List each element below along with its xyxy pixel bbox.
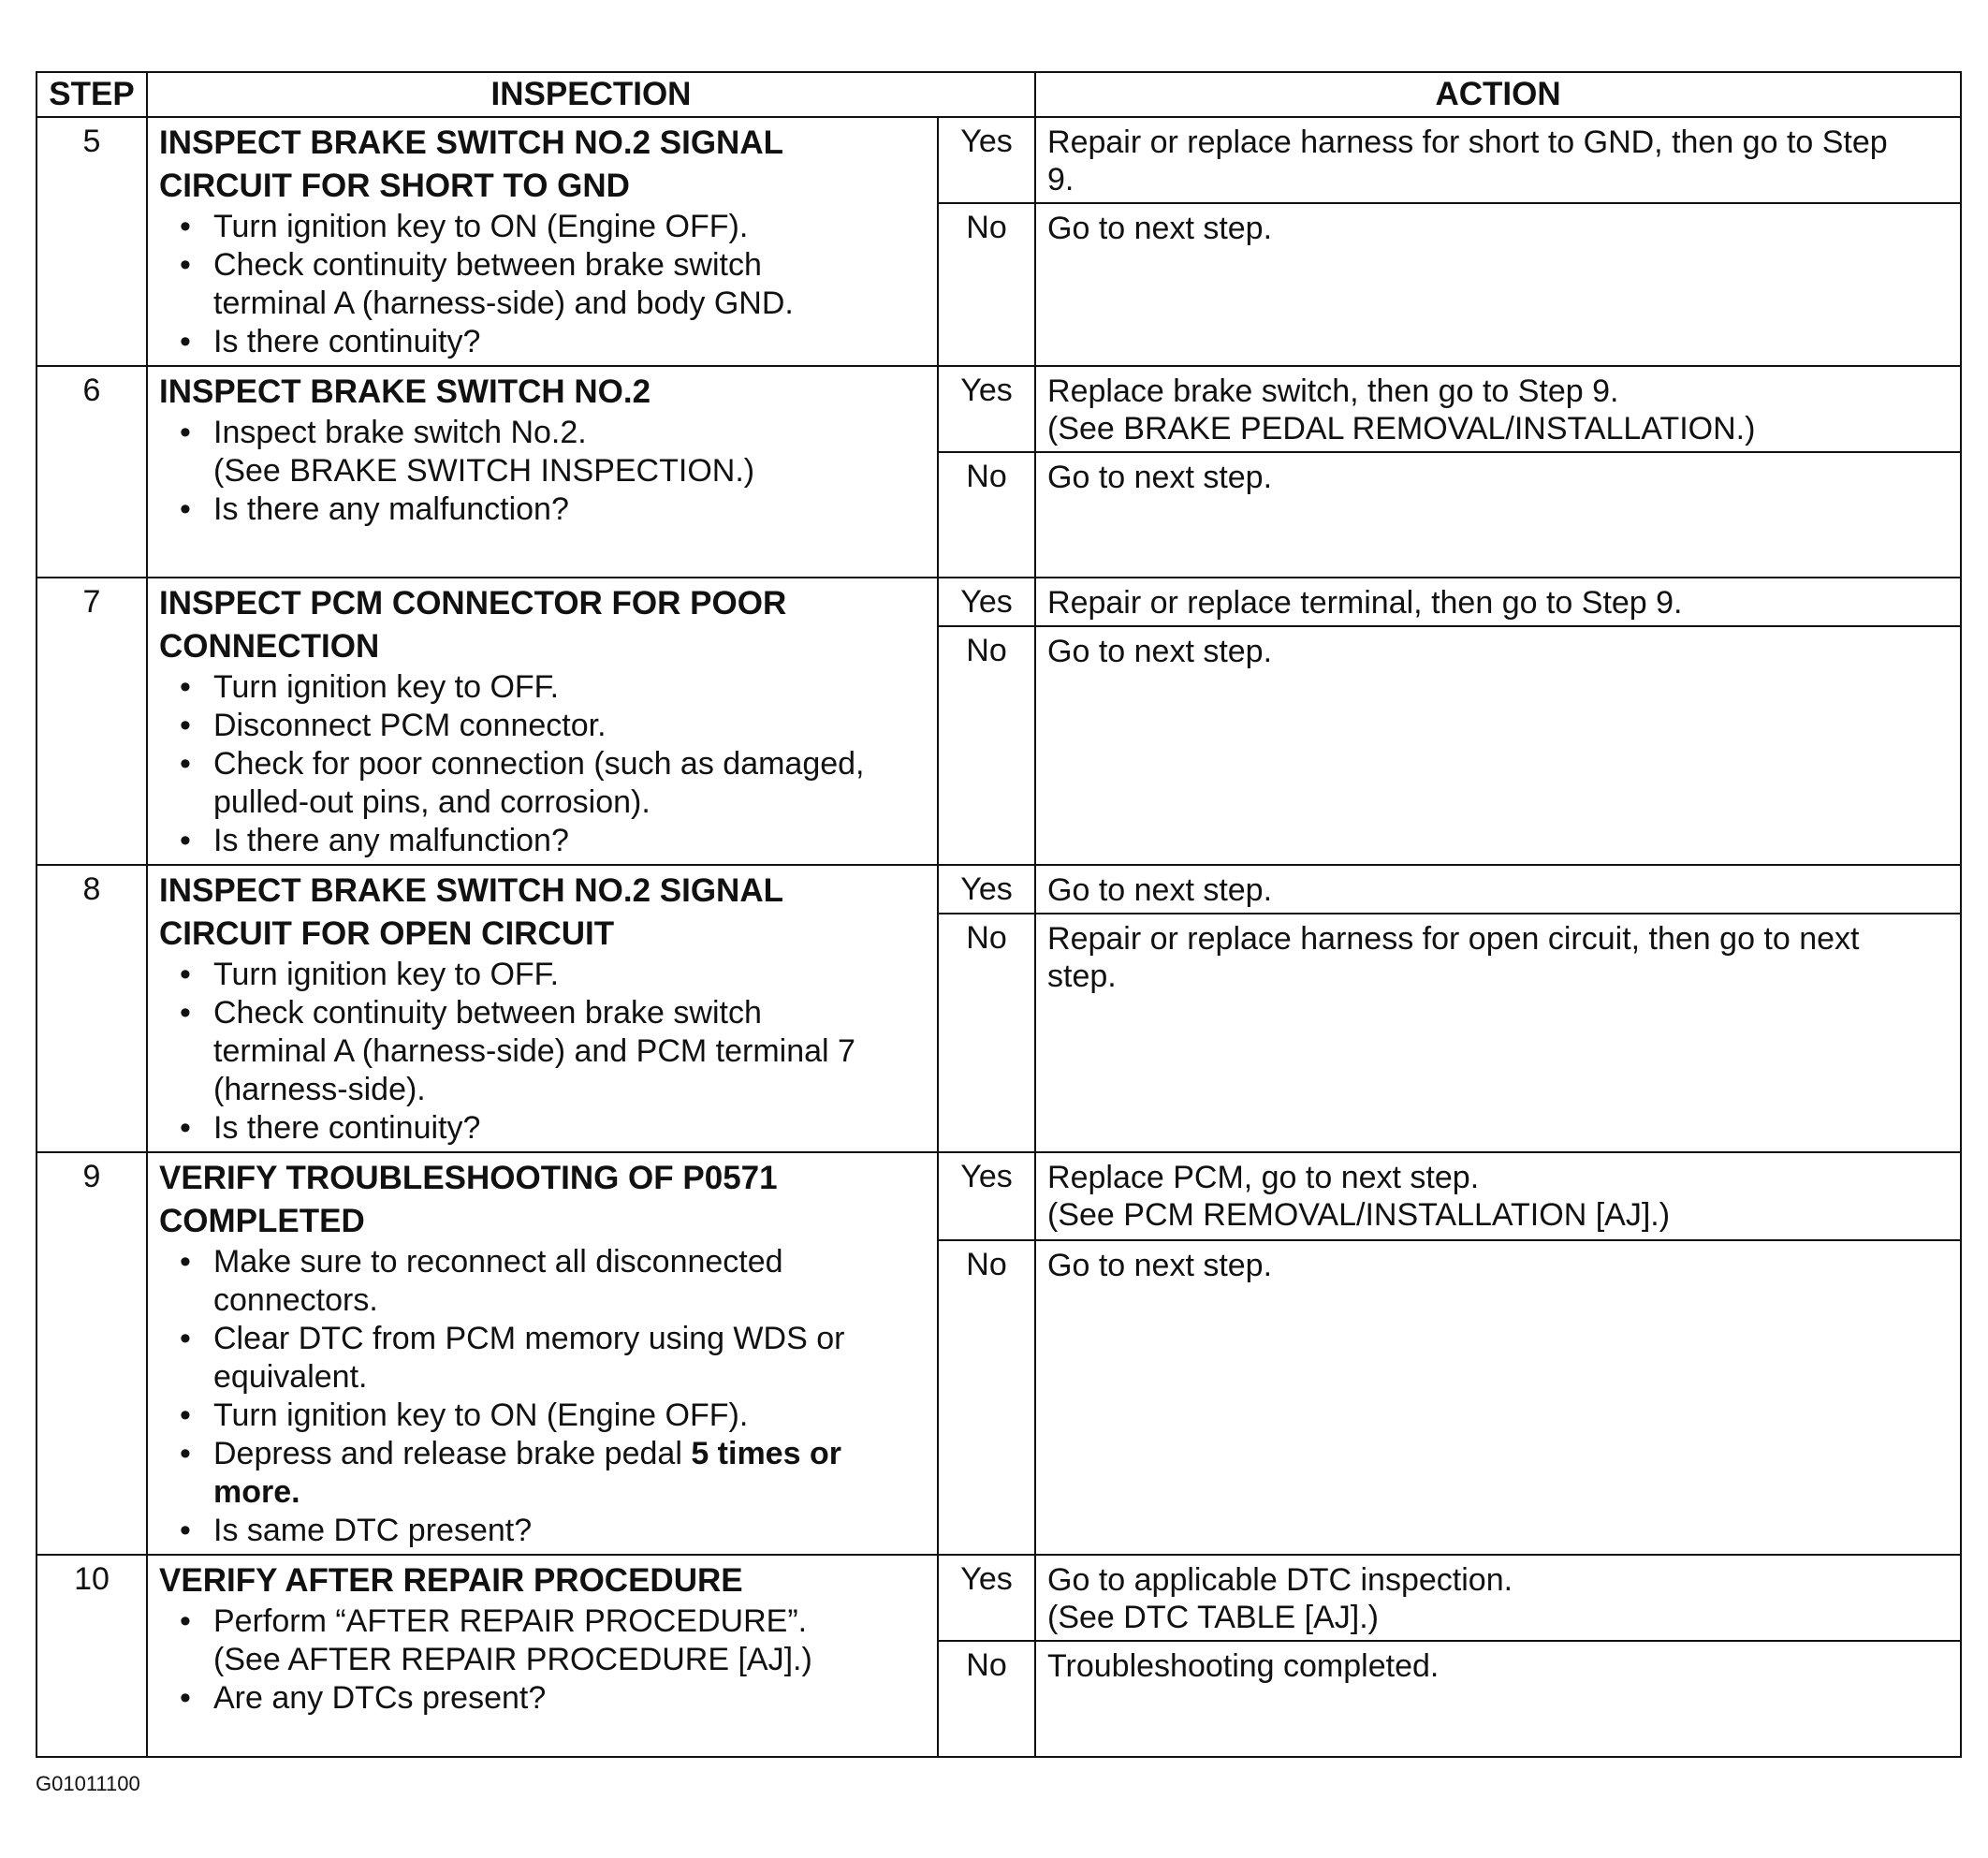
inspection-bullets: [159, 1243, 928, 1550]
title-line: CIRCUIT FOR OPEN CIRCUIT: [159, 915, 615, 952]
yes-action: Repair or replace harness for short to GND, then go to Step 9.: [1035, 117, 1961, 203]
yes-action: Replace brake switch, then go to Step 9. (See BRAKE PEDAL REMOVAL/INSTALLATION.): [1035, 366, 1961, 452]
bullet-item: • Depress and release brake pedal 5 times or more.: [159, 1435, 928, 1512]
bullet-item: • Perform “AFTER REPAIR PROCEDURE”. (See AFTER REPAIR PROCEDURE [AJ].): [159, 1602, 928, 1679]
inspection-cell: [147, 117, 938, 366]
bullet-item: • Is there continuity?: [159, 323, 928, 361]
no-action: Go to next step.: [1035, 452, 1961, 578]
title-line: CIRCUIT FOR SHORT TO GND: [159, 168, 630, 204]
yes-label: Yes: [938, 865, 1035, 914]
inspection-cell: [147, 578, 938, 865]
inspection-title: [159, 870, 928, 956]
inspection-bullets: [159, 414, 928, 529]
bullet-item: • Make sure to reconnect all disconnected connectors.: [159, 1243, 928, 1320]
yes-label: Yes: [938, 117, 1035, 203]
bullet-item: • Turn ignition key to ON (Engine OFF).: [159, 208, 928, 246]
bullet-item: • Inspect brake switch No.2. (See BRAKE SWITCH INSPECTION.): [159, 414, 928, 490]
inspection-cell: [147, 366, 938, 578]
yes-label: Yes: [938, 578, 1035, 626]
inspection-bullets: [159, 1602, 928, 1718]
title-line: INSPECT BRAKE SWITCH NO.2: [159, 373, 651, 410]
bold-emphasis: 5 times or: [691, 1436, 841, 1471]
bold-emphasis: more.: [213, 1474, 300, 1510]
no-label: No: [938, 452, 1035, 578]
bullet-item: • Is there any malfunction?: [159, 490, 928, 529]
inspection-title: [159, 582, 928, 668]
yes-action: Go to applicable DTC inspection. (See DTC TABLE [AJ].): [1035, 1555, 1961, 1641]
no-label: No: [938, 203, 1035, 366]
bullet-item: • Turn ignition key to OFF.: [159, 668, 928, 707]
bullet-item: • Turn ignition key to ON (Engine OFF).: [159, 1397, 928, 1435]
troubleshooting-document: [36, 71, 1960, 1758]
title-line: INSPECT BRAKE SWITCH NO.2 SIGNAL: [159, 124, 783, 161]
inspection-title: [159, 1559, 928, 1602]
inspection-cell: [147, 1152, 938, 1555]
bullet-item: • Disconnect PCM connector.: [159, 707, 928, 745]
no-action: Go to next step.: [1035, 626, 1961, 865]
bullet-item: • Is there any malfunction?: [159, 822, 928, 860]
title-line: INSPECT BRAKE SWITCH NO.2 SIGNAL: [159, 872, 783, 909]
inspection-title: [159, 122, 928, 208]
no-action: Repair or replace harness for open circuit, then go to next step.: [1035, 914, 1961, 1152]
yes-label: Yes: [938, 1555, 1035, 1641]
yes-label: Yes: [938, 366, 1035, 452]
step-row-yes: [37, 865, 1961, 914]
step-number: 5: [37, 117, 147, 366]
no-action: Troubleshooting completed.: [1035, 1641, 1961, 1757]
bullet-item: • Clear DTC from PCM memory using WDS or equivalent.: [159, 1320, 928, 1397]
inspection-bullets: [159, 208, 928, 361]
title-line: CONNECTION: [159, 628, 380, 665]
bullet-item: • Is there continuity?: [159, 1109, 928, 1148]
title-line: VERIFY AFTER REPAIR PROCEDURE: [159, 1562, 743, 1599]
header-row: [37, 72, 1961, 117]
bullet-item: • Are any DTCs present?: [159, 1679, 928, 1718]
no-label: No: [938, 1641, 1035, 1757]
step-row-yes: [37, 578, 1961, 626]
step-row-yes: [37, 1555, 1961, 1641]
bullet-item: • Check for poor connection (such as damaged, pulled-out pins, and corrosion).: [159, 745, 928, 822]
step-number: 10: [37, 1555, 147, 1757]
title-line: INSPECT PCM CONNECTOR FOR POOR: [159, 585, 787, 622]
title-line: COMPLETED: [159, 1203, 365, 1239]
inspection-cell: [147, 865, 938, 1152]
header-inspection: INSPECTION: [147, 72, 1035, 117]
no-label: No: [938, 1240, 1035, 1555]
yes-action: Repair or replace terminal, then go to Step 9.: [1035, 578, 1961, 626]
inspection-cell: [147, 1555, 938, 1757]
yes-label: Yes: [938, 1152, 1035, 1240]
header-step: STEP: [37, 72, 147, 117]
header-action: ACTION: [1035, 72, 1961, 117]
step-row-yes: [37, 117, 1961, 203]
inspection-bullets: [159, 668, 928, 860]
no-action: Go to next step.: [1035, 1240, 1961, 1555]
troubleshooting-table: [36, 71, 1962, 1758]
inspection-title: [159, 371, 928, 414]
step-number: 9: [37, 1152, 147, 1555]
no-label: No: [938, 626, 1035, 865]
step-number: 7: [37, 578, 147, 865]
bullet-item: • Is same DTC present?: [159, 1512, 928, 1550]
inspection-title: [159, 1157, 928, 1243]
step-number: 8: [37, 865, 147, 1152]
no-action: Go to next step.: [1035, 203, 1961, 366]
bullet-item: • Turn ignition key to OFF.: [159, 956, 928, 994]
document-code: G01011100: [36, 1772, 140, 1795]
title-line: VERIFY TROUBLESHOOTING OF P0571: [159, 1160, 778, 1196]
bullet-item: • Check continuity between brake switch terminal A (harness-side) and PCM terminal 7 (harness-side).: [159, 994, 928, 1109]
yes-action: Replace PCM, go to next step. (See PCM REMOVAL/INSTALLATION [AJ].): [1035, 1152, 1961, 1240]
inspection-bullets: [159, 956, 928, 1148]
yes-action: Go to next step.: [1035, 865, 1961, 914]
no-label: No: [938, 914, 1035, 1152]
step-row-yes: [37, 1152, 1961, 1240]
bullet-item: • Check continuity between brake switch terminal A (harness-side) and body GND.: [159, 246, 928, 323]
step-row-yes: [37, 366, 1961, 452]
step-number: 6: [37, 366, 147, 578]
